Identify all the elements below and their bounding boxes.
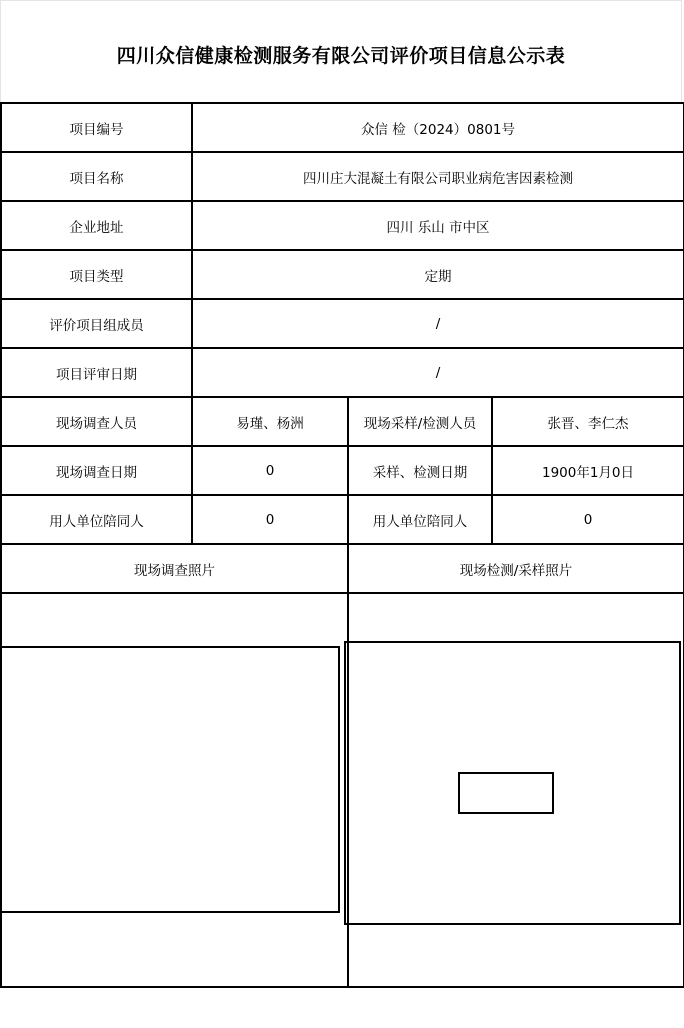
value-review-date: / xyxy=(192,348,684,397)
page-title: 四川众信健康检测服务有限公司评价项目信息公示表 xyxy=(116,45,566,67)
label-project-type: 项目类型 xyxy=(1,250,192,299)
label-companion-2: 用人单位陪同人 xyxy=(348,495,492,544)
table-row-project-no xyxy=(1,103,684,152)
table-row-project-name xyxy=(1,152,684,201)
label-survey-date: 现场调查日期 xyxy=(1,446,192,495)
label-sampling-staff: 现场采样/检测人员 xyxy=(348,397,492,446)
sampling-photo-placeholder xyxy=(458,772,554,814)
table-row-survey-date xyxy=(1,446,684,495)
survey-photo-header: 现场调查照片 xyxy=(1,544,348,593)
value-survey-staff: 易瑾、杨洲 xyxy=(192,397,348,446)
title-area xyxy=(0,0,682,103)
label-project-name: 项目名称 xyxy=(1,152,192,201)
value-members: / xyxy=(192,299,684,348)
table-row-photo-headers xyxy=(1,544,684,593)
table-row-members xyxy=(1,299,684,348)
table-row-project-type xyxy=(1,250,684,299)
value-sampling-date: 1900年1月0日 xyxy=(492,446,684,495)
label-members: 评价项目组成员 xyxy=(1,299,192,348)
table-row-companion xyxy=(1,495,684,544)
label-address: 企业地址 xyxy=(1,201,192,250)
survey-photo-frame xyxy=(0,646,340,913)
table-row-address xyxy=(1,201,684,250)
value-companion: 0 xyxy=(192,495,348,544)
label-companion: 用人单位陪同人 xyxy=(1,495,192,544)
value-project-no: 众信 检（2024）0801号 xyxy=(192,103,684,152)
value-survey-date: 0 xyxy=(192,446,348,495)
value-address: 四川 乐山 市中区 xyxy=(192,201,684,250)
table-row-review-date xyxy=(1,348,684,397)
sampling-photo-header: 现场检测/采样照片 xyxy=(348,544,684,593)
label-project-no: 项目编号 xyxy=(1,103,192,152)
label-sampling-date: 采样、检测日期 xyxy=(348,446,492,495)
value-project-name: 四川庄大混凝土有限公司职业病危害因素检测 xyxy=(192,152,684,201)
value-sampling-staff: 张晋、李仁杰 xyxy=(492,397,684,446)
value-project-type: 定期 xyxy=(192,250,684,299)
label-review-date: 项目评审日期 xyxy=(1,348,192,397)
value-companion-2: 0 xyxy=(492,495,684,544)
label-survey-staff: 现场调查人员 xyxy=(1,397,192,446)
table-row-survey-staff xyxy=(1,397,684,446)
